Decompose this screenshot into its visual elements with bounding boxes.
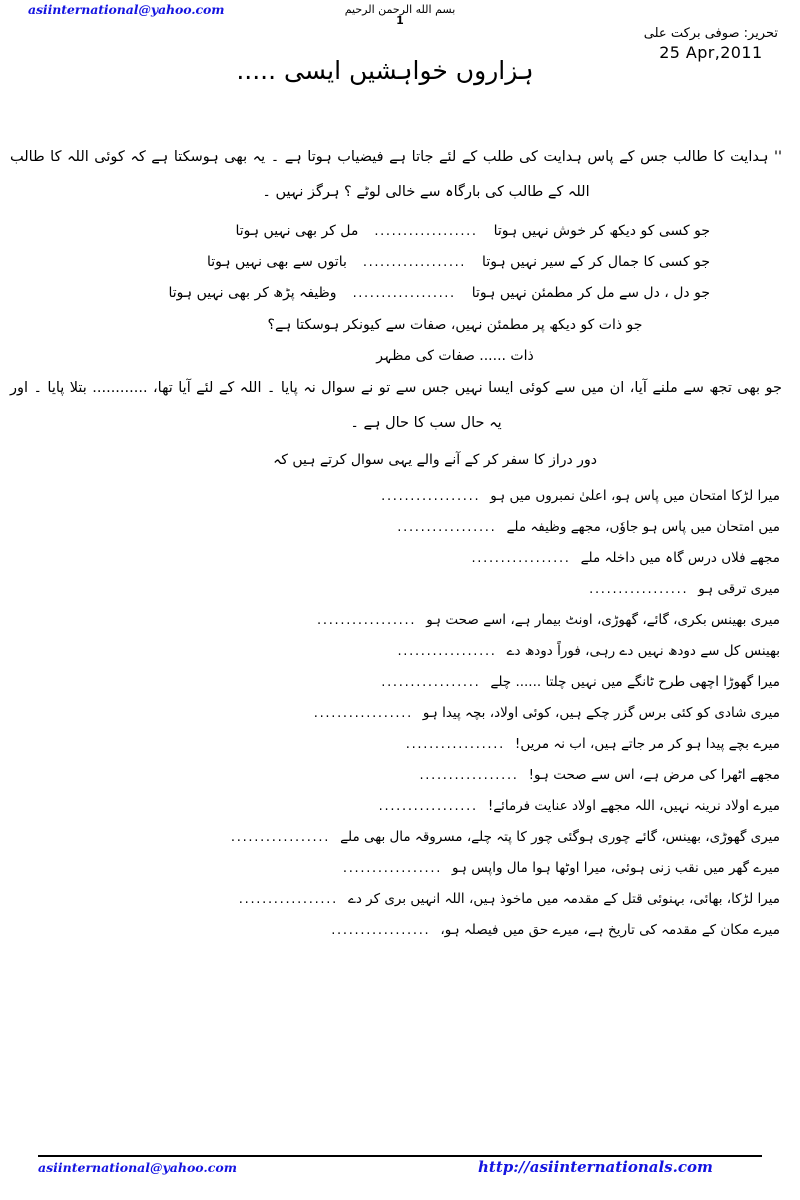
couplet-row	[0, 247, 800, 278]
wish-dot-leader: .................	[342, 861, 443, 876]
footer-website-url: http://asiinternationals.com	[478, 1158, 713, 1176]
middle-line-2: یہ حال سب کا حال ہے ۔	[350, 415, 502, 431]
wish-dot-leader: .................	[238, 892, 338, 907]
couplet-row	[0, 216, 800, 247]
wish-text: میرے بچے پیدا ہو کر مر جاتے ہیں، اب نہ مریں!	[514, 736, 780, 752]
couplet-left-text: باتوں سے بھی نہیں ہوتا	[206, 254, 347, 270]
wish-dot-leader: .................	[405, 737, 505, 752]
wish-item	[0, 698, 800, 729]
wish-text: میرے اولاد نرینہ نہیں، اللہ مجھے اولاد عنایت فرمائے!	[487, 798, 780, 814]
couplet-left-text: وظیفہ پڑھ کر بھی نہیں ہوتا	[168, 285, 337, 301]
wish-dot-leader: .................	[230, 830, 331, 845]
intro-paragraph	[0, 140, 800, 210]
wish-text: میرے مکان کے مقدمہ کی تاریخ ہے، میرے حق میں فیصلہ ہو،	[440, 922, 780, 938]
lead-in-line: دور دراز کا سفر کر کے آنے والے یہی سوال کرتے ہیں کہ	[273, 452, 597, 468]
wish-item	[0, 574, 800, 605]
wish-text: مجھے فلاں درس گاہ میں داخلہ ملے	[580, 550, 780, 566]
wish-item	[0, 884, 800, 915]
wish-item	[0, 791, 800, 822]
wish-text: میرا لڑکا، بھائی، بہنوئی قتل کے مقدمہ میں ماخوذ ہیں، اللہ انہیں بری کر دے	[347, 891, 780, 907]
wish-list	[0, 481, 800, 946]
couplet-block	[0, 216, 800, 309]
middle-line-1: جو بھی تجھ سے ملنے آیا، ان میں سے کوئی ایسا نہیں جس سے تو نے سوال نہ پایا ۔ اللہ کے لئے آیا تھا، ............ بتلا پایا ۔ اور	[10, 380, 782, 396]
footer-email-address: asiinternational@yahoo.com	[38, 1160, 237, 1175]
couplet-right-text: جو کسی کو دیکھ کر خوش نہیں ہوتا	[493, 223, 710, 239]
wish-text: بھینس کل سے دودھ نہیں دے رہی، فوراً دودھ دے	[506, 643, 780, 659]
essence-line: ذات ...... صفات کی مظہر	[376, 348, 534, 364]
couplet-right-text: جو کسی کا جمال کر کے سیر نہیں ہوتا	[482, 254, 710, 270]
wish-item	[0, 667, 800, 698]
article-title	[0, 56, 800, 85]
wish-item	[0, 636, 800, 667]
wish-text: میرے گھر میں نقب زنی ہوئی، میرا اوٹھا ہوا مال واپس ہو	[452, 860, 780, 876]
page-header	[0, 0, 800, 118]
article-title-text: ہزاروں خواہشیں ایسی .....	[236, 56, 534, 85]
wish-text: میری ترقی ہو	[698, 581, 780, 597]
wish-dot-leader: .................	[331, 923, 431, 938]
intro-line-1: '' ہدایت کا طالب جس کے پاس ہدایت کی طلب کے لئے جاتا ہے فیضیاب ہوتا ہے ۔ یہ بھی ہوسکتا ہے کہ کوئی اللہ کا طالب	[10, 149, 782, 165]
publication-date: 25 Apr,2011	[659, 43, 763, 63]
wish-text: مجھے اٹھرا کی مرض ہے، اس سے صحت ہو!	[528, 767, 780, 783]
wish-dot-leader: .................	[397, 644, 497, 659]
page-number: 1	[396, 14, 404, 27]
wish-item	[0, 543, 800, 574]
wish-text: میری شادی کو کئی برس گزر چکے ہیں، کوئی اولاد، بچہ پیدا ہو	[422, 705, 780, 721]
wish-item	[0, 605, 800, 636]
couplet-dot-leader: ..................	[352, 286, 456, 301]
rhetorical-question-line: جو ذات کو دیکھ پر مطمئن نہیں، صفات سے کیونکر ہوسکتا ہے؟	[267, 317, 643, 333]
intro-line-2: اللہ کے طالب کی بارگاہ سے خالی لوٹے ؟ ہرگز نہیں ۔	[262, 184, 590, 200]
wish-dot-leader: .................	[471, 551, 571, 566]
wish-dot-leader: .................	[378, 799, 478, 814]
wish-item	[0, 481, 800, 512]
article-body	[0, 140, 800, 946]
couplet-left-text: مل کر بھی نہیں ہوتا	[235, 223, 359, 239]
author-name: تحریر: صوفی برکت علی	[643, 26, 778, 41]
wish-item	[0, 822, 800, 853]
wish-text: میری گھوڑی، بھینس، گائے چوری ہوگئی چور کا پتہ چلے، مسروقہ مال بھی ملے	[340, 829, 780, 845]
wish-item	[0, 915, 800, 946]
wish-dot-leader: .................	[419, 768, 519, 783]
wish-dot-leader: .................	[381, 675, 481, 690]
couplet-right-text: جو دل ، دل سے مل کر مطمئن نہیں ہوتا	[471, 285, 710, 301]
wish-dot-leader: .................	[381, 489, 481, 504]
wish-dot-leader: .................	[589, 582, 689, 597]
wish-text: میرا لڑکا امتحان میں پاس ہو، اعلیٰ نمبروں میں ہو	[490, 488, 780, 504]
wish-item	[0, 729, 800, 760]
wish-item	[0, 853, 800, 884]
footer-divider	[38, 1155, 762, 1157]
wish-dot-leader: .................	[317, 613, 417, 628]
couplet-dot-leader: ..................	[362, 255, 467, 270]
wish-text: میں امتحان میں پاس ہو جاوٗں، مجھے وظیفہ ملے	[506, 519, 780, 535]
wish-item	[0, 512, 800, 543]
wish-text: میرا گھوڑا اچھی طرح ٹانگے میں نہیں چلتا ...... چلے	[490, 674, 780, 690]
header-email-address: asiinternational@yahoo.com	[28, 2, 225, 17]
wish-dot-leader: .................	[397, 520, 497, 535]
wish-dot-leader: .................	[313, 706, 413, 721]
bismillah-text: بسم الله الرحمن الرحيم	[344, 3, 456, 16]
middle-paragraph	[0, 371, 800, 441]
page-footer	[0, 1148, 800, 1200]
couplet-row	[0, 278, 800, 309]
couplet-dot-leader: ..................	[374, 224, 478, 239]
wish-item	[0, 760, 800, 791]
wish-text: میری بھینس بکری، گائے، گھوڑی، اونٹ بیمار ہے، اسے صحت ہو	[426, 612, 780, 628]
